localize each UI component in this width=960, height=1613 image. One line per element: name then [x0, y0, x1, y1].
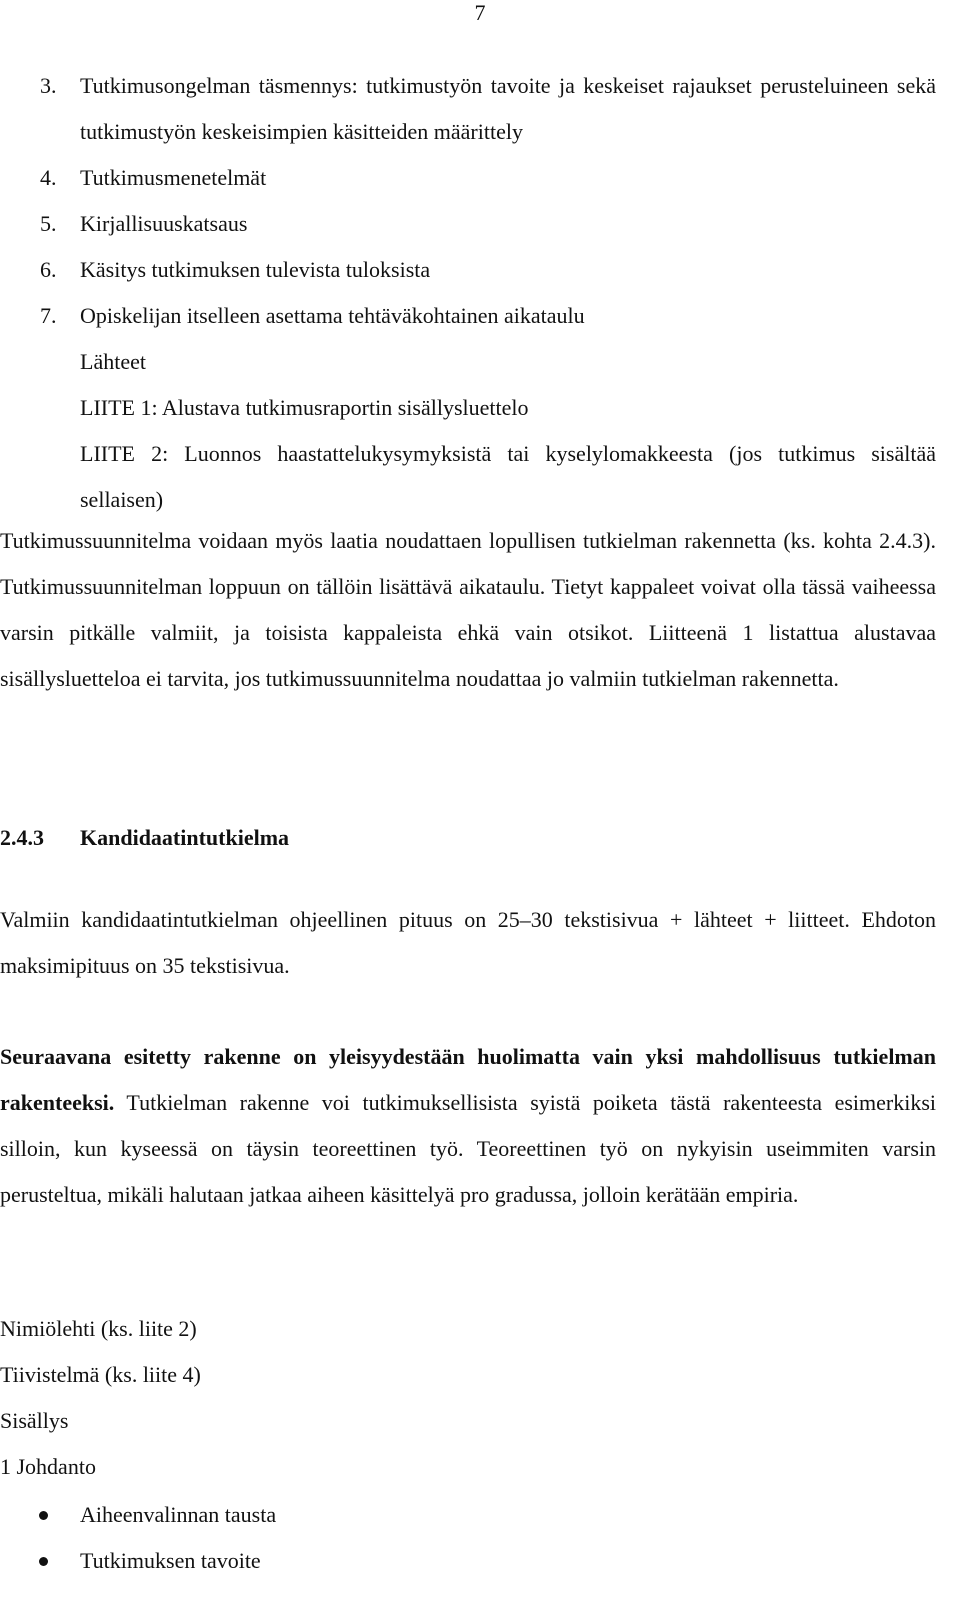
section-number: 2.4.3 [0, 825, 44, 850]
structure-item: Sisällys [0, 1408, 69, 1433]
structure-item: Tiivistelmä (ks. liite 4) [0, 1362, 201, 1387]
list-item-text: Tutkimusongelman täsmennys: tutkimustyön tavoite ja keskeiset rajaukset perusteluineen sekä tutkimustyön keskeisimpien käsitteiden määrittely [80, 73, 936, 144]
bold-text: Seuraavana esitetty rakenne on yleisyydestään huolimatta vain yksi mahdollisuus tutkielman rakenteeksi. [0, 1044, 936, 1115]
appendix-item: LIITE 1: Alustava tutkimusraportin sisällysluettelo [80, 395, 529, 420]
list-item-text: Kirjallisuuskatsaus [80, 211, 248, 236]
bullet-text: Tutkimuksen tavoite [80, 1548, 261, 1573]
list-item [0, 155, 936, 201]
list-item [0, 63, 936, 155]
paragraph: Tutkimussuunnitelma voidaan myös laatia noudattaen lopullisen tutkielman rakennetta (ks. kohta 2.4.3). Tutkimussuunnitelman loppuun on tällöin lisättävä aikataulu. Tietyt kappaleet voivat olla tässä vaiheessa varsin pitkälle valmiit, ja toisista kappaleista ehkä vain otsikot. Liitteenä 1 listattua alustavaa sisällysluetteloa ei tarvita, jos tutkimussuunnitelma noudattaa jo valmiin tutkielman rakennetta. [0, 528, 936, 691]
list-item-text: Opiskelijan itselleen asettama tehtäväkohtainen aikataulu [80, 303, 585, 328]
structure-item: Nimiölehti (ks. liite 2) [0, 1316, 197, 1341]
section-title: Kandidaatintutkielma [80, 825, 290, 850]
list-item-number: 4. [40, 165, 57, 190]
references-item: Lähteet [80, 349, 146, 374]
structure-list [0, 1306, 936, 1584]
list-item-text: Käsitys tutkimuksen tulevista tuloksista [80, 257, 431, 282]
page-number: 7 [474, 0, 486, 25]
section-heading [0, 815, 936, 861]
appendix-item: LIITE 2: Luonnos haastattelukysymyksistä tai kyselylomakkeesta (jos tutkimus sisältää sellaisen) [80, 441, 936, 512]
paragraph: Valmiin kandidaatintutkielman ohjeellinen pituus on 25–30 tekstisivua + lähteet + liitteet. Ehdoton maksimipituus on 35 tekstisivua. [0, 907, 936, 978]
list-item-number: 7. [40, 303, 57, 328]
list-item-number: 3. [40, 73, 57, 98]
structure-item: 1 Johdanto [0, 1454, 96, 1479]
bullet-text: Aiheenvalinnan tausta [80, 1502, 277, 1527]
list-item-text: Tutkimusmenetelmät [80, 165, 267, 190]
list-item [0, 247, 936, 293]
body-text: Tutkielman rakenne voi tutkimuksellisista syistä poiketa tästä rakenteesta esimerkiksi silloin, kun kyseessä on täysin teoreettinen työ. Teoreettinen työ on nykyisin useimmiten varsin perusteltua, mikäli halutaan jatkaa aiheen käsittelyä pro gradussa, jolloin kerätään empiria. [0, 1090, 936, 1207]
paragraph [0, 1034, 936, 1218]
numbered-list [0, 63, 936, 523]
list-item-number: 6. [40, 257, 57, 282]
bullet-icon [0, 1538, 80, 1584]
bullet-icon [0, 1492, 80, 1538]
list-item [0, 201, 936, 247]
list-item-number: 5. [40, 211, 57, 236]
bullet-item [0, 1538, 936, 1584]
list-item [0, 293, 936, 339]
bullet-item [0, 1492, 936, 1538]
